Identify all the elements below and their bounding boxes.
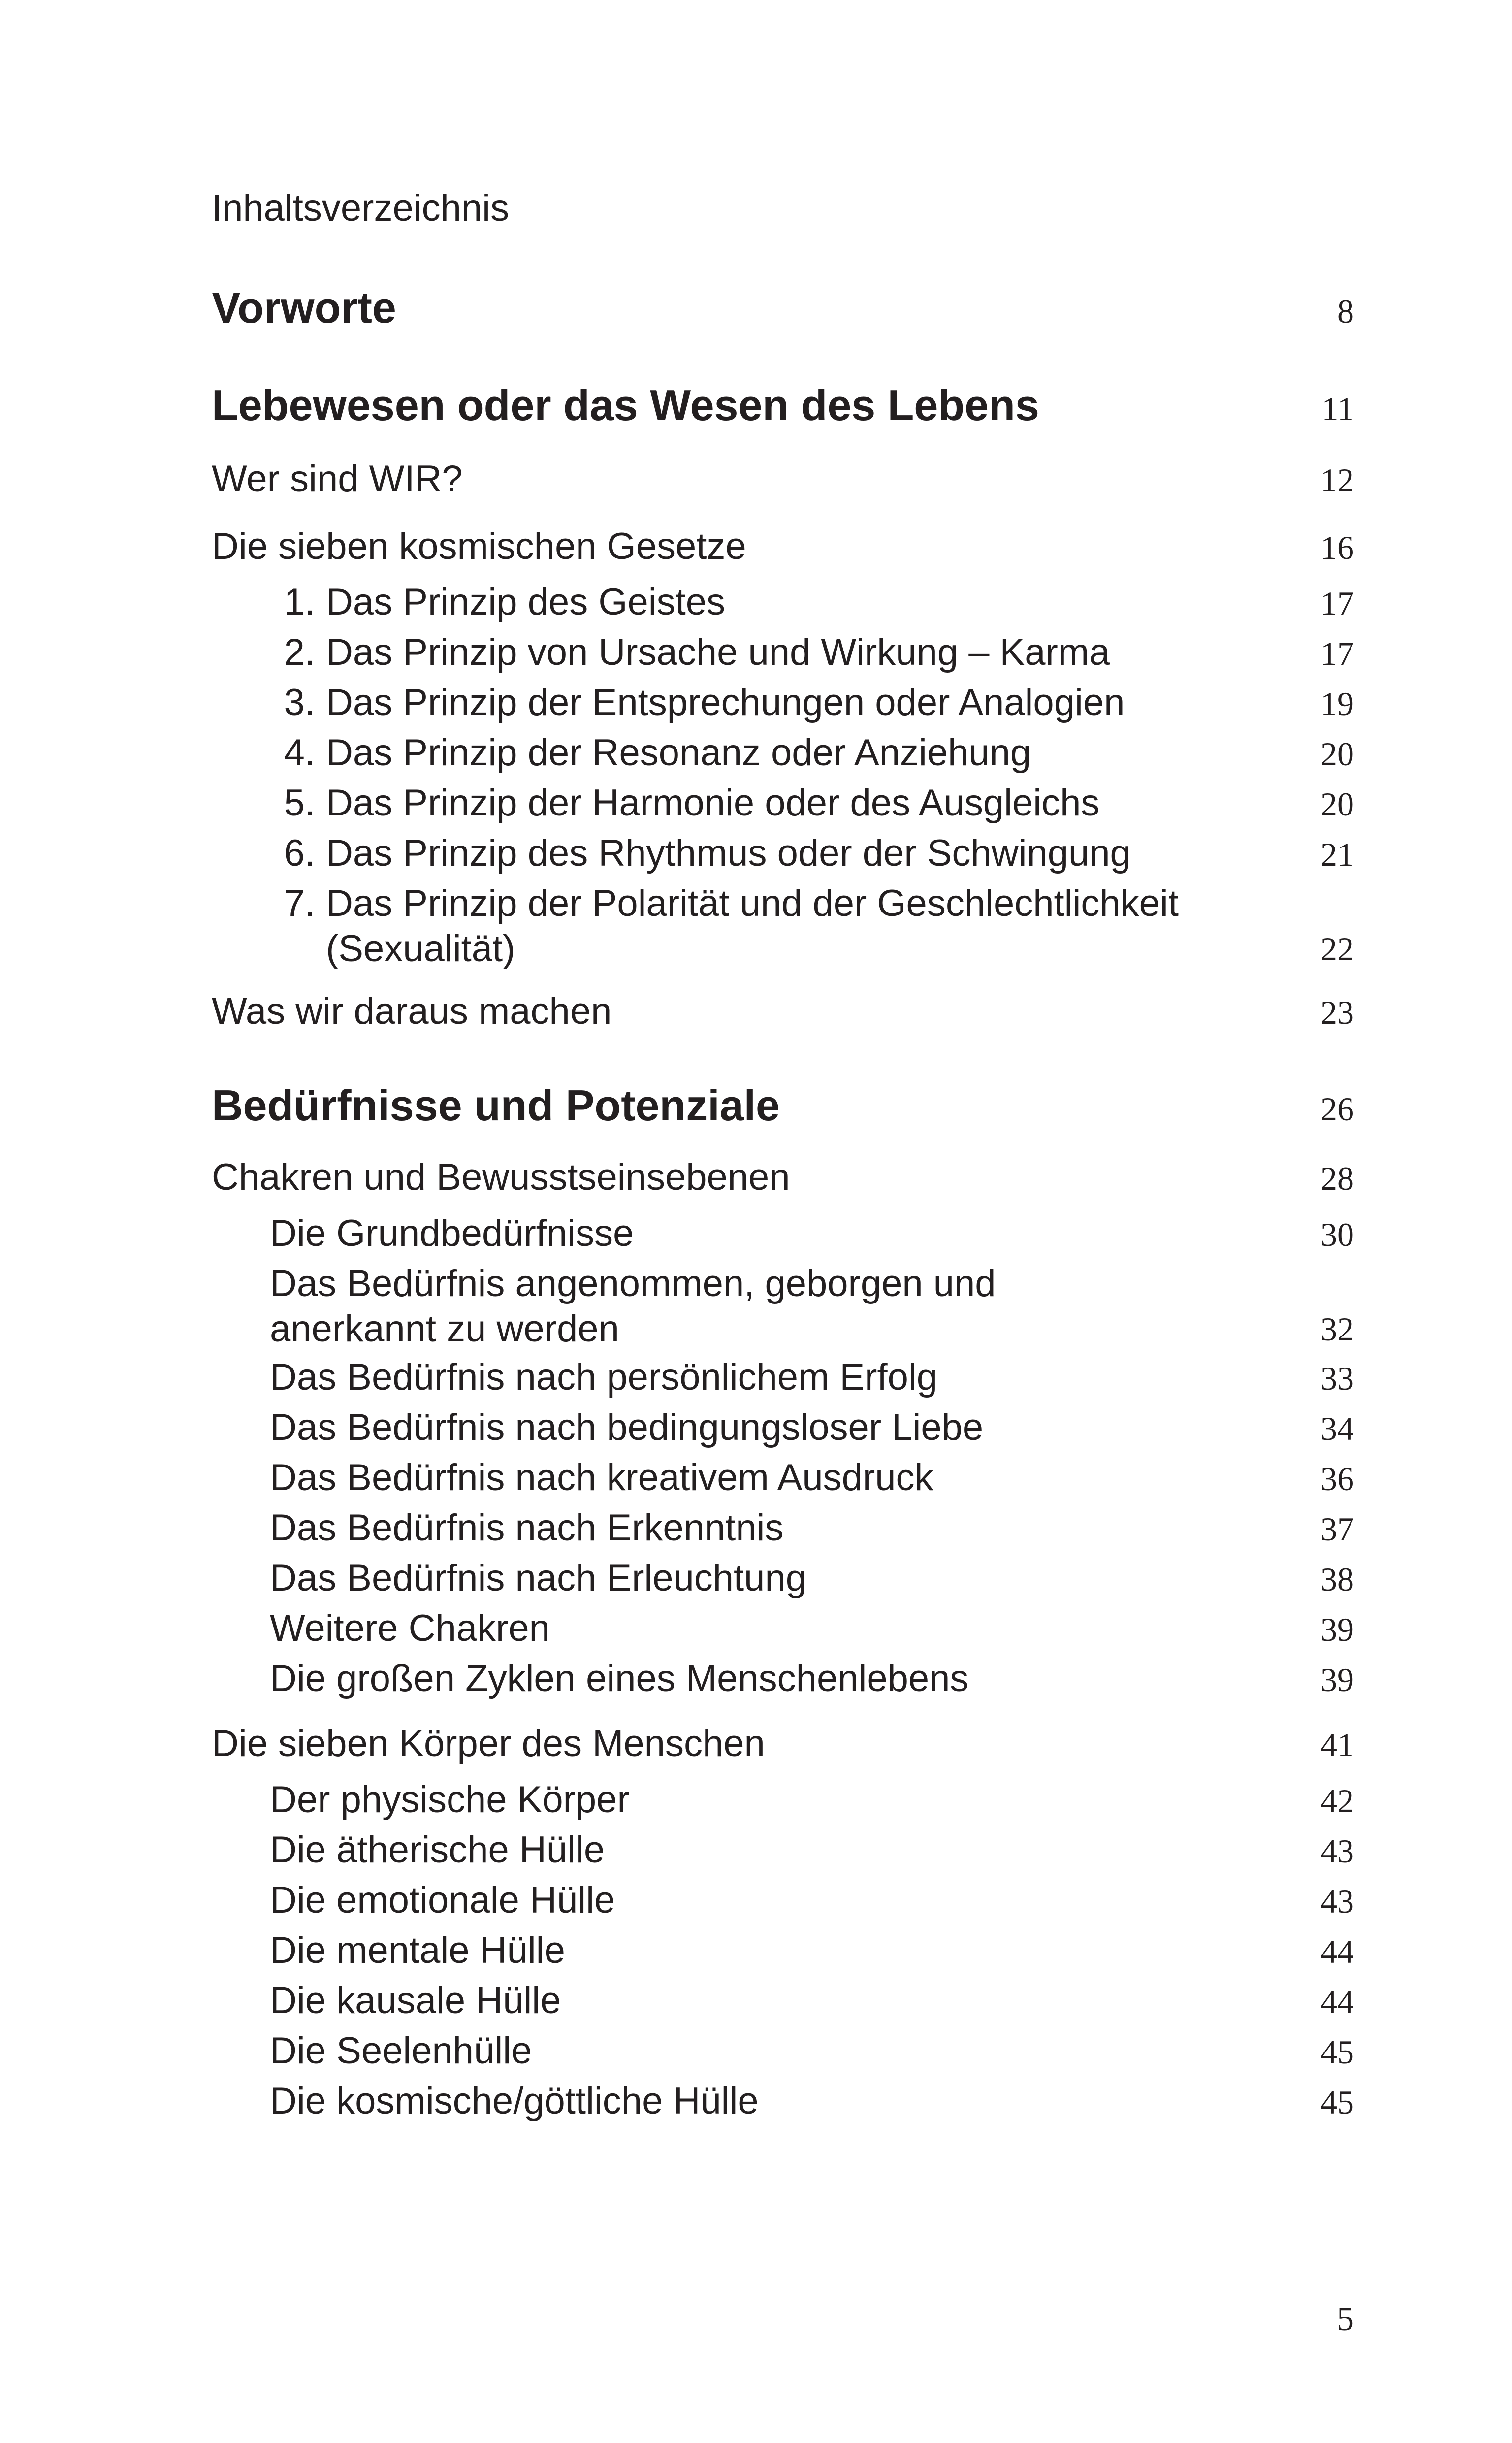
toc-subsection-aetherisch — [270, 1827, 1354, 1874]
toc-entry-title: Das Prinzip des Geistes — [326, 581, 725, 623]
toc-entry-page: 36 — [1320, 1460, 1354, 1498]
toc-entry-page: 39 — [1320, 1661, 1354, 1698]
toc-chapter-vorworte — [212, 283, 1354, 334]
toc-entry-title: Die sieben kosmischen Gesetze — [212, 525, 746, 567]
toc-subsection-physisch — [270, 1777, 1354, 1824]
toc-entry-title: Chakren und Bewusstseinsebenen — [212, 1156, 790, 1198]
toc-entry-page: 21 — [1320, 836, 1354, 873]
toc-entry-page: 19 — [1320, 685, 1354, 722]
toc-entry-title: Das Bedürfnis nach persönlichem Erfolg — [270, 1356, 938, 1398]
toc-entry-number: 6. — [284, 832, 315, 874]
toc-entry-title: Die mentale Hülle — [270, 1929, 565, 1971]
toc-entry-number: 3. — [284, 682, 315, 723]
toc-entry-page: 44 — [1320, 1983, 1354, 2020]
toc-entry-page: 44 — [1320, 1933, 1354, 1970]
toc-entry-title-line-2: anerkannt zu werden — [270, 1308, 619, 1350]
toc-subsection-grund — [270, 1211, 1354, 1257]
toc-subsection-erfolg — [270, 1355, 1354, 1401]
toc-entry-title: Das Prinzip der Entsprechungen oder Analogien — [326, 682, 1125, 723]
toc-principle-1 — [270, 580, 1354, 626]
toc-entry-page: 30 — [1320, 1216, 1354, 1253]
toc-entry-title: Lebewesen oder das Wesen des Lebens — [212, 381, 1039, 429]
toc-entry-title: Wer sind WIR? — [212, 458, 463, 500]
toc-entry-title: Das Prinzip von Ursache und Wirkung – Karma — [326, 631, 1110, 673]
toc-heading: Inhaltsverzeichnis — [212, 187, 510, 229]
toc-subsection-weitere — [270, 1606, 1354, 1652]
toc-subsection-emotional — [270, 1878, 1354, 1924]
toc-subsection-liebe — [270, 1405, 1354, 1451]
toc-entry-title: Die sieben Körper des Menschen — [212, 1723, 765, 1764]
toc-principle-5 — [270, 781, 1354, 827]
toc-entry-title: Vorworte — [212, 283, 396, 332]
toc-subsection-angenommen — [270, 1261, 1354, 1352]
toc-entry-title: Das Bedürfnis nach Erkenntnis — [270, 1507, 784, 1549]
toc-entry-title: Die kosmische/göttliche Hülle — [270, 2080, 759, 2122]
toc-entry-title-line-1: Das Bedürfnis angenommen, geborgen und — [270, 1263, 996, 1304]
toc-principle-7 — [270, 881, 1354, 972]
toc-entry-page: 17 — [1320, 585, 1354, 622]
toc-entry-title: Bedürfnisse und Potenziale — [212, 1081, 780, 1130]
toc-entry-page: 28 — [1320, 1160, 1354, 1197]
toc-subsection-erkenntnis — [270, 1505, 1354, 1552]
toc-entry-number: 5. — [284, 782, 315, 824]
toc-principle-4 — [270, 730, 1354, 777]
toc-subsection-zyklen — [270, 1656, 1354, 1702]
toc-entry-page: 26 — [1320, 1090, 1354, 1128]
toc-entry-page: 43 — [1320, 1832, 1354, 1870]
toc-entry-page: 32 — [1320, 1310, 1354, 1348]
toc-entry-page: 38 — [1320, 1561, 1354, 1598]
toc-entry-page: 20 — [1320, 785, 1354, 823]
toc-section-koerper — [212, 1721, 1354, 1767]
toc-entry-page: 33 — [1320, 1360, 1354, 1397]
toc-entry-title: Die kausale Hülle — [270, 1980, 561, 2021]
toc-entry-page: 42 — [1320, 1782, 1354, 1820]
toc-principle-3 — [270, 680, 1354, 726]
toc-entry-page: 11 — [1321, 390, 1354, 427]
toc-entry-page: 37 — [1320, 1510, 1354, 1548]
toc-entry-page: 45 — [1320, 2084, 1354, 2121]
toc-entry-number: 7. — [284, 882, 315, 924]
toc-principle-6 — [270, 831, 1354, 877]
toc-entry-page: 22 — [1320, 930, 1354, 968]
toc-entry-title: Weitere Chakren — [270, 1607, 550, 1649]
toc-entry-page: 16 — [1320, 529, 1354, 566]
toc-subsection-kosmisch — [270, 2079, 1354, 2125]
toc-section-gesetze — [212, 524, 1354, 570]
toc-entry-title: Das Prinzip der Resonanz oder Anziehung — [326, 732, 1031, 774]
toc-principle-2 — [270, 630, 1354, 676]
toc-chapter-lebewesen — [212, 381, 1354, 431]
toc-entry-title: Das Bedürfnis nach kreativem Ausdruck — [270, 1457, 933, 1498]
toc-entry-title: Die großen Zyklen eines Menschenlebens — [270, 1658, 969, 1699]
toc-entry-title: Das Bedürfnis nach bedingungsloser Liebe — [270, 1406, 984, 1448]
toc-entry-page: 45 — [1320, 2033, 1354, 2071]
toc-subsection-mental — [270, 1928, 1354, 1974]
toc-entry-page: 41 — [1320, 1726, 1354, 1763]
toc-entry-number: 1. — [284, 581, 315, 623]
toc-entry-page: 43 — [1320, 1883, 1354, 1920]
toc-entry-page: 17 — [1320, 635, 1354, 672]
toc-entry-page: 23 — [1320, 994, 1354, 1031]
toc-subsection-kausal — [270, 1978, 1354, 2024]
toc-entry-title-line-1: Das Prinzip der Polarität und der Geschlechtlichkeit — [326, 882, 1179, 924]
toc-entry-page: 12 — [1320, 461, 1354, 499]
toc-subsection-erleuchtung — [270, 1556, 1354, 1602]
toc-entry-number: 2. — [284, 631, 315, 673]
toc-section-chakren — [212, 1155, 1354, 1201]
toc-section-wer-sind-wir — [212, 456, 1354, 503]
toc-entry-title-line-2: (Sexualität) — [326, 928, 515, 970]
toc-entry-page: 34 — [1320, 1410, 1354, 1447]
page-number: 5 — [1337, 2300, 1354, 2338]
toc-entry-title: Die Seelenhülle — [270, 2030, 532, 2072]
toc-entry-title: Der physische Körper — [270, 1779, 630, 1821]
toc-entry-page: 39 — [1320, 1611, 1354, 1648]
toc-chapter-beduerfnisse — [212, 1081, 1354, 1132]
toc-entry-number: 4. — [284, 732, 315, 774]
toc-entry-title: Die ätherische Hülle — [270, 1829, 605, 1871]
toc-subsection-seele — [270, 2028, 1354, 2075]
toc-entry-page: 20 — [1320, 735, 1354, 773]
toc-subsection-ausdruck — [270, 1455, 1354, 1501]
toc-entry-title: Das Prinzip der Harmonie oder des Ausgleichs — [326, 782, 1100, 824]
toc-entry-title: Was wir daraus machen — [212, 990, 612, 1032]
toc-entry-title: Die emotionale Hülle — [270, 1879, 615, 1921]
toc-entry-title: Das Bedürfnis nach Erleuchtung — [270, 1557, 806, 1599]
toc-entry-title: Die Grundbedürfnisse — [270, 1212, 634, 1254]
toc-section-daraus — [212, 989, 1354, 1035]
toc-entry-title: Das Prinzip des Rhythmus oder der Schwingung — [326, 832, 1131, 874]
toc-entry-page: 8 — [1337, 293, 1354, 330]
